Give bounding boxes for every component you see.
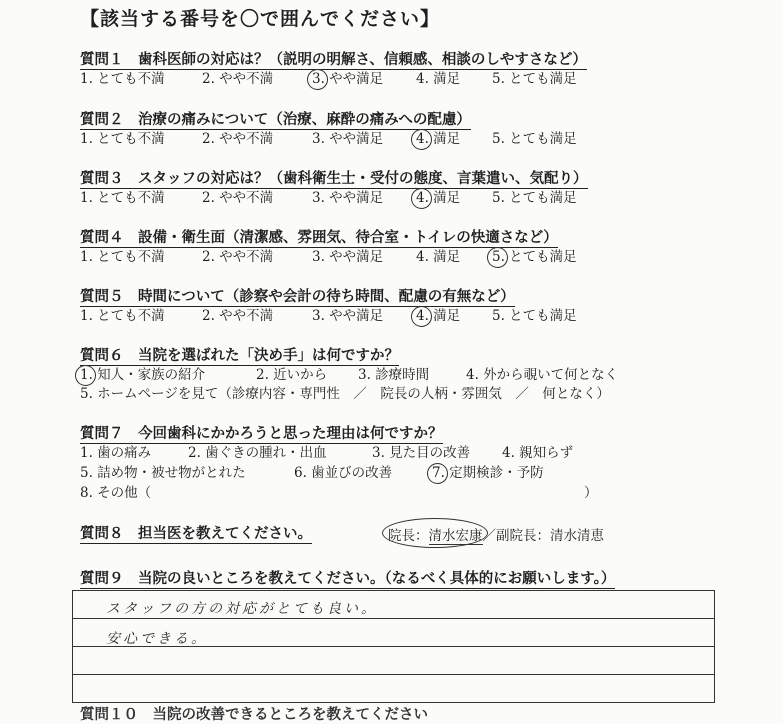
question-5-heading: 質問５ 時間について（診察や会計の待ち時間、配慮の有無など） [80, 289, 515, 305]
question-9 [80, 569, 780, 589]
q8-director-name[interactable]: 清水宏康 [428, 528, 483, 544]
q1-option-2[interactable]: 2. やや不満 [202, 71, 274, 87]
q1-option-3-circled[interactable]: 3. やや満足 [312, 71, 384, 87]
q6-option-2[interactable]: 2. 近いから [256, 367, 328, 383]
q9-handwritten-line-2: 安心できる。 [106, 631, 208, 647]
q7-option-7-circled[interactable]: 7. 定期検診・予防 [432, 465, 544, 481]
question-7 [80, 424, 780, 504]
q8-vice-name[interactable]: 清水清恵 [550, 528, 604, 544]
q2-option-2[interactable]: 2. やや不満 [202, 131, 274, 147]
q3-option-1[interactable]: 1. とても不満 [80, 190, 165, 206]
q5-option-3[interactable]: 3. やや満足 [312, 308, 384, 324]
question-6-heading: 質問６ 当院を選ばれた「決め手」は何ですか？ [80, 348, 399, 364]
question-2-heading: 質問２ 治療の痛みについて（治療、麻酔の痛みへの配慮） [80, 112, 471, 128]
q7-option-6[interactable]: 6. 歯並びの改善 [294, 465, 393, 481]
question-1 [80, 50, 780, 89]
q8-separator: ／ [482, 528, 496, 544]
question-4 [80, 228, 780, 267]
question-5 [80, 287, 780, 326]
question-1-heading: 質問１ 歯科医師の対応は？（説明の明解さ、信頼感、相談のしやすさなど） [80, 52, 587, 68]
q2-option-4-circled[interactable]: 4. 満足 [416, 131, 461, 147]
q8-director-label[interactable]: 院長： [388, 528, 429, 544]
q2-option-5[interactable]: 5. とても満足 [492, 131, 577, 147]
question-3 [80, 169, 780, 208]
q2-option-1[interactable]: 1. とても不満 [80, 131, 165, 147]
q5-option-1[interactable]: 1. とても不満 [80, 308, 165, 324]
q7-option-8-close: ） [584, 485, 598, 501]
q8-vice-label[interactable]: 副院長： [496, 528, 550, 544]
q2-option-3[interactable]: 3. やや満足 [312, 131, 384, 147]
q4-option-5-circled[interactable]: 5. とても満足 [492, 249, 577, 265]
question-2 [80, 110, 780, 149]
q3-option-2[interactable]: 2. やや不満 [202, 190, 274, 206]
question-4-heading: 質問４ 設備・衛生面（清潔感、雰囲気、待合室・トイレの快適さなど） [80, 230, 558, 246]
q6-option-3[interactable]: 3. 診療時間 [358, 367, 430, 383]
q3-option-5[interactable]: 5. とても満足 [492, 190, 577, 206]
q6-option-1-circled[interactable]: 1. 知人・家族の紹介 [80, 367, 206, 383]
q3-option-4-circled[interactable]: 4. 満足 [416, 190, 461, 206]
q5-option-4-circled[interactable]: 4. 満足 [416, 308, 461, 324]
q8-answer [388, 524, 604, 544]
q7-option-1[interactable]: 1. 歯の痛み [80, 445, 152, 461]
q1-option-1[interactable]: 1. とても不満 [80, 71, 165, 87]
q7-option-4[interactable]: 4. 親知らず [502, 445, 574, 461]
question-6 [80, 346, 780, 404]
question-8-heading: 質問８ 担当医を教えてください。 [80, 526, 312, 542]
q1-option-4[interactable]: 4. 満足 [416, 71, 461, 87]
q7-option-8-open[interactable]: 8. その他（ [80, 485, 152, 501]
q4-option-3[interactable]: 3. やや満足 [312, 249, 384, 265]
question-7-heading: 質問７ 今回歯科にかかろうと思った理由は何ですか？ [80, 426, 443, 442]
survey-title: 【該当する番号を〇で囲んでください】 [80, 8, 441, 30]
q7-option-2[interactable]: 2. 歯ぐきの腫れ・出血 [188, 445, 327, 461]
q4-option-1[interactable]: 1. とても不満 [80, 249, 165, 265]
q1-option-5[interactable]: 5. とても満足 [492, 71, 577, 87]
q4-option-4[interactable]: 4. 満足 [416, 249, 461, 265]
question-10-heading-cut: 質問１０ 当院の改善できるところを教えてください [80, 707, 428, 723]
question-9-heading: 質問９ 当院の良いところを教えてください。（なるべく具体的にお願いします。） [80, 571, 616, 587]
q9-handwritten-line-1: スタッフの方の対応がとても良い。 [106, 601, 378, 617]
q7-option-5[interactable]: 5. 詰め物・被せ物がとれた [80, 465, 246, 481]
q5-option-5[interactable]: 5. とても満足 [492, 308, 577, 324]
q6-option-4[interactable]: 4. 外から覗いて何となく [466, 367, 619, 383]
q3-option-3[interactable]: 3. やや満足 [312, 190, 384, 206]
q6-option-5[interactable]: 5. ホームページを見て（診療内容・専門性 ／ 院長の人柄・雰囲気 ／ 何となく） [80, 386, 610, 402]
q4-option-2[interactable]: 2. やや不満 [202, 249, 274, 265]
q8-director-ring [382, 518, 488, 548]
q5-option-2[interactable]: 2. やや不満 [202, 308, 274, 324]
question-3-heading: 質問３ スタッフの対応は？（歯科衛生士・受付の態度、言葉遣い、気配り） [80, 171, 588, 187]
q7-option-3[interactable]: 3. 見た目の改善 [372, 445, 471, 461]
